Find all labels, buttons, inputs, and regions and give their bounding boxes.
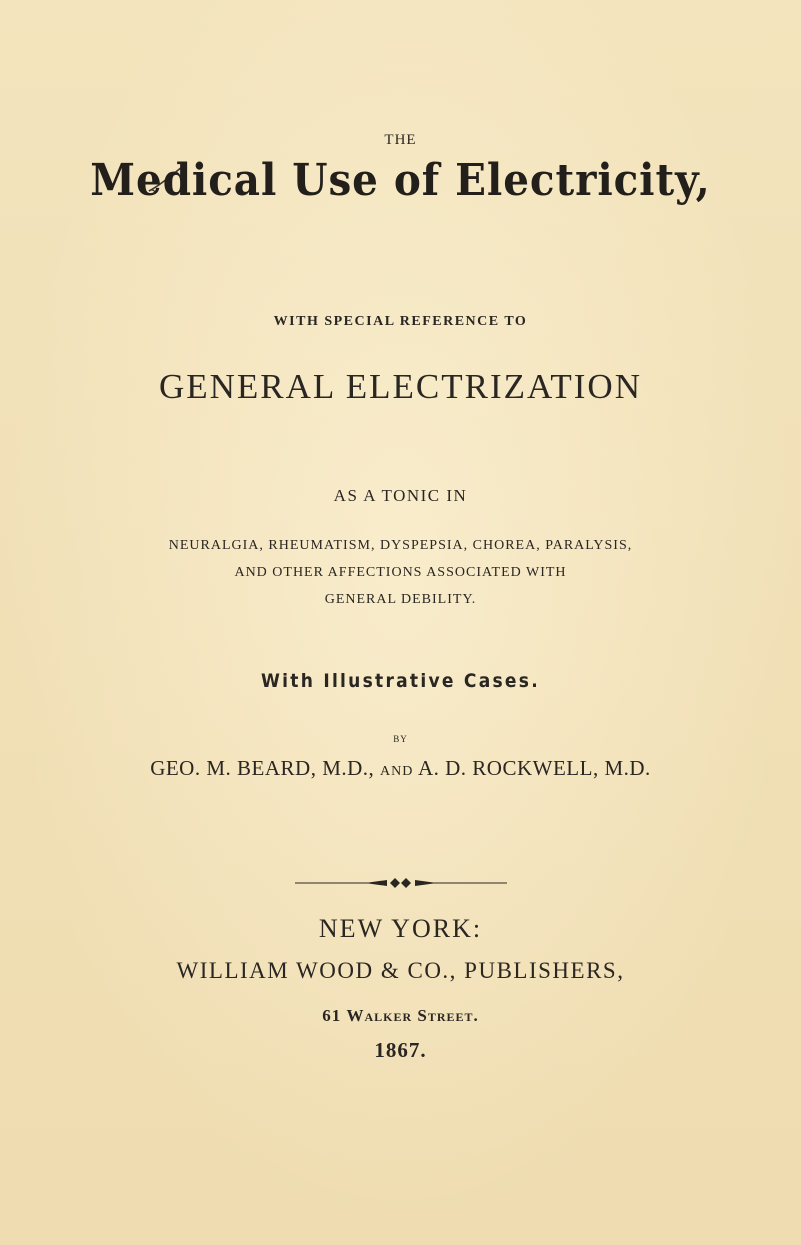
- tonic-line: AS A TONIC IN: [333, 486, 468, 505]
- publication-year: 1867.: [374, 1038, 427, 1062]
- and-conjunction: AND: [380, 764, 414, 779]
- subtitle-intro: WITH SPECIAL REFERENCE TO: [273, 314, 528, 329]
- publisher-name: WILLIAM WOOD & CO., PUBLISHERS,: [176, 958, 625, 983]
- ailments-line-3: GENERAL DEBILITY.: [324, 592, 477, 607]
- subtitle-general-electrization: GENERAL ELECTRIZATION: [159, 367, 642, 406]
- title-the: THE: [384, 132, 417, 148]
- ailments-line-2: AND OTHER AFFECTIONS ASSOCIATED WITH: [234, 565, 567, 580]
- authors: [0, 756, 801, 781]
- publisher-city: NEW YORK:: [318, 914, 483, 943]
- ailments-line-1: NEURALGIA, RHEUMATISM, DYSPEPSIA, CHOREA, PARALYSIS,: [168, 538, 633, 553]
- main-title: Medical Use of Electricity,: [90, 155, 711, 206]
- illustrative-cases: With Illustrative Cases.: [261, 670, 540, 692]
- by-line: BY: [393, 734, 408, 744]
- author-beard: GEO. M. BEARD, M.D.,: [150, 756, 375, 780]
- street-name: Walker Street.: [346, 1006, 479, 1025]
- publisher-address: [0, 1006, 801, 1026]
- author-rockwell: A. D. ROCKWELL, M.D.: [417, 756, 651, 780]
- street-number: 61: [322, 1006, 342, 1025]
- diamond-rule-ornament-icon: [295, 875, 507, 891]
